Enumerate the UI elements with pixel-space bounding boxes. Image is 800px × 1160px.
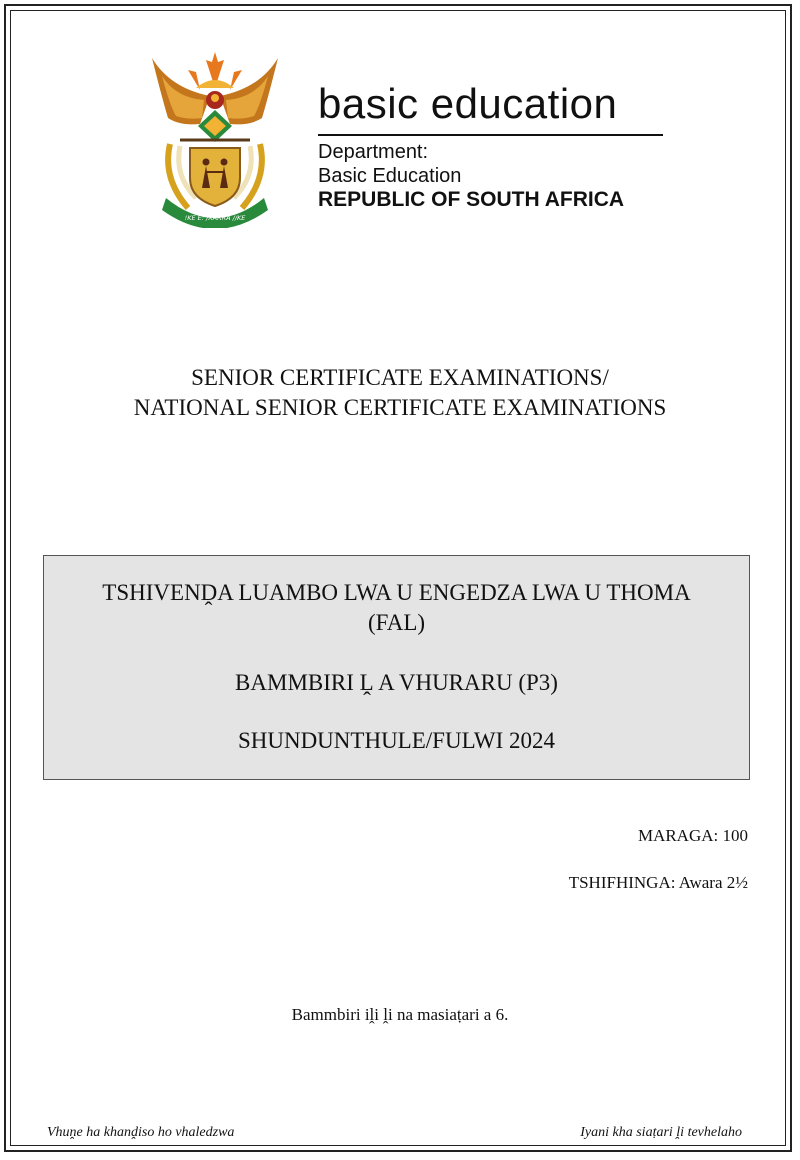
paper-title-box — [43, 555, 750, 780]
exam-duration: TSHIFHINGA: Awara 2½ — [568, 873, 748, 892]
exam-session: SHUNDUNTHULE/FULWI 2024 — [237, 728, 556, 753]
page-count-note: Bammbiri iḽi ḽi na masiaṭari a 6. — [291, 1005, 509, 1024]
shield-icon — [190, 148, 240, 206]
copyright-footer: Vhuṋe ha khanḓiso ho vhaledzwa — [47, 1125, 235, 1140]
brand-title: basic education — [318, 80, 663, 136]
department-branding — [318, 80, 678, 212]
total-marks: MARAGA: 100 — [637, 826, 748, 845]
exam-heading-line1: SENIOR CERTIFICATE EXAMINATIONS/ — [191, 365, 609, 390]
subject-title-line2: (FAL) — [367, 610, 426, 635]
brand-department-name: Basic Education — [318, 165, 462, 187]
exam-heading-line2: NATIONAL SENIOR CERTIFICATE EXAMINATIONS — [133, 395, 667, 420]
turn-page-footer: Iyani kha siaṭari ḽi tevhelaho — [580, 1125, 742, 1140]
brand-country: REPUBLIC OF SOUTH AFRICA — [318, 188, 625, 211]
crest-motto: !KE E: /XARRA //KE — [184, 214, 246, 222]
paper-number: BAMMBIRI Ḽ A VHURARU (P3) — [235, 670, 558, 695]
subject-title-line1: TSHIVENḒA LUAMBO LWA U ENGEDZA LWA U THOMA — [102, 580, 691, 605]
sun-icon — [188, 52, 242, 90]
coat-of-arms-icon — [140, 48, 290, 228]
brand-department-label: Department: — [318, 141, 429, 163]
